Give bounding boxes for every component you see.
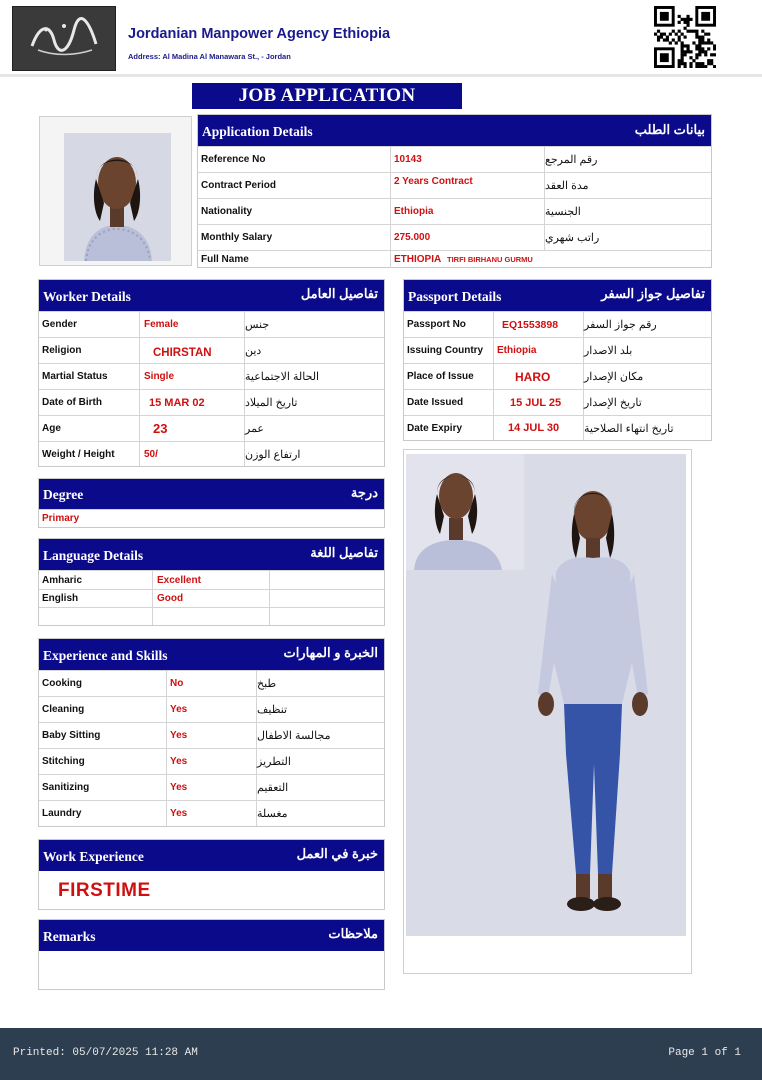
field-value: Single (144, 371, 175, 382)
field-label-ar: مكان الإصدار (584, 371, 644, 383)
field-label: Passport No (407, 319, 466, 330)
degree-section (38, 478, 385, 528)
field-label-ar: الحالة الاجتماعية (245, 371, 320, 383)
remarks-title: Remarks (43, 929, 96, 944)
worker-row (39, 337, 384, 363)
skills-header (39, 639, 384, 670)
degree-title-ar: درجة (350, 485, 378, 500)
skill-row (39, 774, 384, 800)
field-label-ar: جنس (245, 319, 270, 331)
language-details-section (38, 538, 385, 626)
field-label-ar: الجنسية (545, 206, 581, 218)
worker-row (39, 441, 384, 466)
skill-name: Cleaning (42, 704, 85, 715)
skill-value: Yes (170, 756, 188, 767)
field-label: Date Issued (407, 397, 464, 408)
header-divider (0, 74, 762, 77)
application-details-title-ar: بيانات الطلب (634, 122, 705, 137)
language-row (39, 589, 384, 607)
passport-row (404, 415, 711, 440)
field-value: 14 JUL 30 (508, 422, 560, 434)
language-details-header (39, 539, 384, 570)
agency-address: Address: Al Madina Al Manawara St., - Jordan (128, 52, 291, 61)
field-label: Contract Period (201, 180, 277, 191)
language-level: Excellent (157, 574, 201, 586)
field-value: 10143 (394, 154, 422, 165)
field-label: Nationality (201, 206, 253, 217)
skill-value: Yes (170, 704, 188, 715)
field-label: Issuing Country (407, 345, 484, 356)
degree-value: Primary (42, 513, 80, 524)
field-value: 15 JUL 25 (510, 396, 562, 409)
skill-row (39, 696, 384, 722)
field-value: HARO (515, 369, 551, 384)
skill-value: Yes (170, 730, 188, 741)
language-row-empty (39, 607, 384, 625)
work-experience-title: Work Experience (43, 849, 144, 864)
skill-name-ar: مجالسة الاطفال (257, 730, 331, 742)
skill-name: Stitching (42, 756, 85, 767)
field-value: 2 Years Contract (394, 176, 473, 187)
agency-name: Jordanian Manpower Agency Ethiopia (128, 26, 391, 42)
passport-row (404, 389, 711, 415)
field-label-ar: رقم المرجع (545, 154, 598, 166)
skills-section (38, 638, 385, 827)
field-label-ar: تاريخ الميلاد (245, 397, 298, 409)
field-value: Ethiopia (394, 206, 434, 217)
remarks-section (38, 919, 385, 990)
worker-row (39, 389, 384, 415)
work-experience-title-ar: خبرة في العمل (296, 846, 378, 861)
full-name-row (198, 250, 711, 268)
passport-row (404, 363, 711, 389)
worker-details-title: Worker Details (43, 289, 131, 304)
field-label: Martial Status (42, 371, 108, 382)
skill-row (39, 670, 384, 696)
passport-details-header (404, 280, 711, 311)
skill-value: Yes (170, 782, 188, 793)
field-label-ar: راتب شهري (545, 232, 600, 244)
portrait-photo (64, 133, 171, 261)
skill-value: Yes (170, 808, 188, 819)
worker-row (39, 363, 384, 389)
skill-row (39, 800, 384, 826)
page-number: Page 1 of 1 (668, 1047, 741, 1059)
skill-name-ar: طبخ (257, 678, 277, 690)
field-value: 23 (153, 421, 168, 436)
skill-name: Cooking (42, 678, 82, 689)
language-name: Amharic (42, 574, 83, 586)
language-details-title: Language Details (43, 548, 144, 563)
agency-logo (12, 6, 116, 71)
passport-details-title: Passport Details (408, 289, 502, 304)
application-details-section (197, 114, 712, 268)
field-label: Religion (42, 345, 82, 356)
worker-details-header (39, 280, 384, 311)
full-name-label: Full Name (201, 254, 249, 265)
degree-row (39, 509, 384, 527)
remarks-header (39, 920, 384, 951)
worker-row (39, 415, 384, 441)
field-label-ar: رقم جواز السفر (584, 319, 657, 331)
work-experience-value: FIRSTIME (58, 880, 151, 901)
application-row (198, 198, 711, 224)
language-level: Good (157, 593, 184, 604)
qr-code-icon (654, 6, 716, 68)
field-label-ar: مدة العقد (545, 180, 589, 192)
full-body-photo (406, 454, 686, 936)
field-value: EQ1553898 (502, 318, 559, 331)
printed-timestamp: Printed: 05/07/2025 11:28 AM (13, 1047, 198, 1059)
worker-details-title-ar: تفاصيل العامل (300, 286, 378, 301)
field-label: Gender (42, 319, 78, 330)
skill-name: Laundry (42, 808, 82, 819)
passport-details-section (403, 279, 712, 441)
field-value: Ethiopia (497, 345, 537, 356)
worker-details-section (38, 279, 385, 467)
skills-title-ar: الخبرة و المهارات (283, 645, 378, 660)
application-details-header (198, 115, 711, 146)
application-details-title: Application Details (202, 124, 313, 139)
page-header (0, 0, 762, 76)
field-label-ar: دين (245, 345, 262, 357)
application-row (198, 146, 711, 172)
skill-name-ar: التعقيم (257, 782, 289, 794)
field-label: Age (42, 423, 61, 434)
worker-row (39, 311, 384, 337)
application-row (198, 172, 711, 198)
degree-title: Degree (43, 487, 84, 502)
passport-row (404, 337, 711, 363)
field-label: Monthly Salary (201, 232, 273, 243)
field-label-ar: بلد الاصدار (584, 345, 633, 357)
application-row (198, 224, 711, 250)
skill-row (39, 722, 384, 748)
full-name-country: ETHIOPIA (394, 254, 442, 265)
field-label-ar: تاريخ الإصدار (584, 397, 642, 409)
field-label: Weight / Height (42, 448, 115, 460)
field-label: Date of Birth (42, 397, 102, 408)
field-label-ar: ارتفاع الوزن (245, 448, 301, 461)
field-label: Place of Issue (407, 371, 474, 382)
portrait-photo-frame (39, 116, 192, 266)
passport-row (404, 311, 711, 337)
field-label-ar: عمر (245, 423, 264, 435)
skill-value: No (170, 678, 184, 689)
calligraphy-logo-icon (24, 16, 104, 62)
passport-details-title-ar: تفاصيل جواز السفر (601, 286, 705, 301)
field-label-ar: تاريخ انتهاء الصلاحية (584, 422, 674, 435)
language-details-title-ar: تفاصيل اللغة (310, 545, 378, 560)
remarks-title-ar: ملاحظات (328, 926, 378, 941)
skill-name: Baby Sitting (42, 730, 101, 741)
field-value: 15 MAR 02 (149, 396, 205, 409)
degree-header (39, 479, 384, 509)
field-value: 50/ (144, 448, 158, 460)
skill-name-ar: التطريز (257, 756, 291, 768)
field-label: Reference No (201, 154, 266, 165)
work-experience-header (39, 840, 384, 871)
field-label: Date Expiry (407, 422, 463, 434)
language-row (39, 570, 384, 589)
skill-name-ar: مغسلة (257, 808, 288, 820)
page-title: JOB APPLICATION (192, 83, 462, 109)
field-value: CHIRSTAN (153, 347, 212, 359)
language-name: English (42, 593, 79, 604)
skill-row (39, 748, 384, 774)
full-body-photo-frame (403, 449, 692, 974)
field-value: 275.000 (394, 232, 431, 243)
skill-name-ar: تنظيف (257, 704, 288, 716)
work-experience-section (38, 839, 385, 910)
full-name-value: TIRFI BIRHANU GURMU (447, 255, 533, 264)
field-value: Female (144, 319, 179, 330)
skills-title: Experience and Skills (43, 648, 168, 663)
skill-name: Sanitizing (42, 782, 90, 793)
print-footer (0, 1028, 762, 1080)
